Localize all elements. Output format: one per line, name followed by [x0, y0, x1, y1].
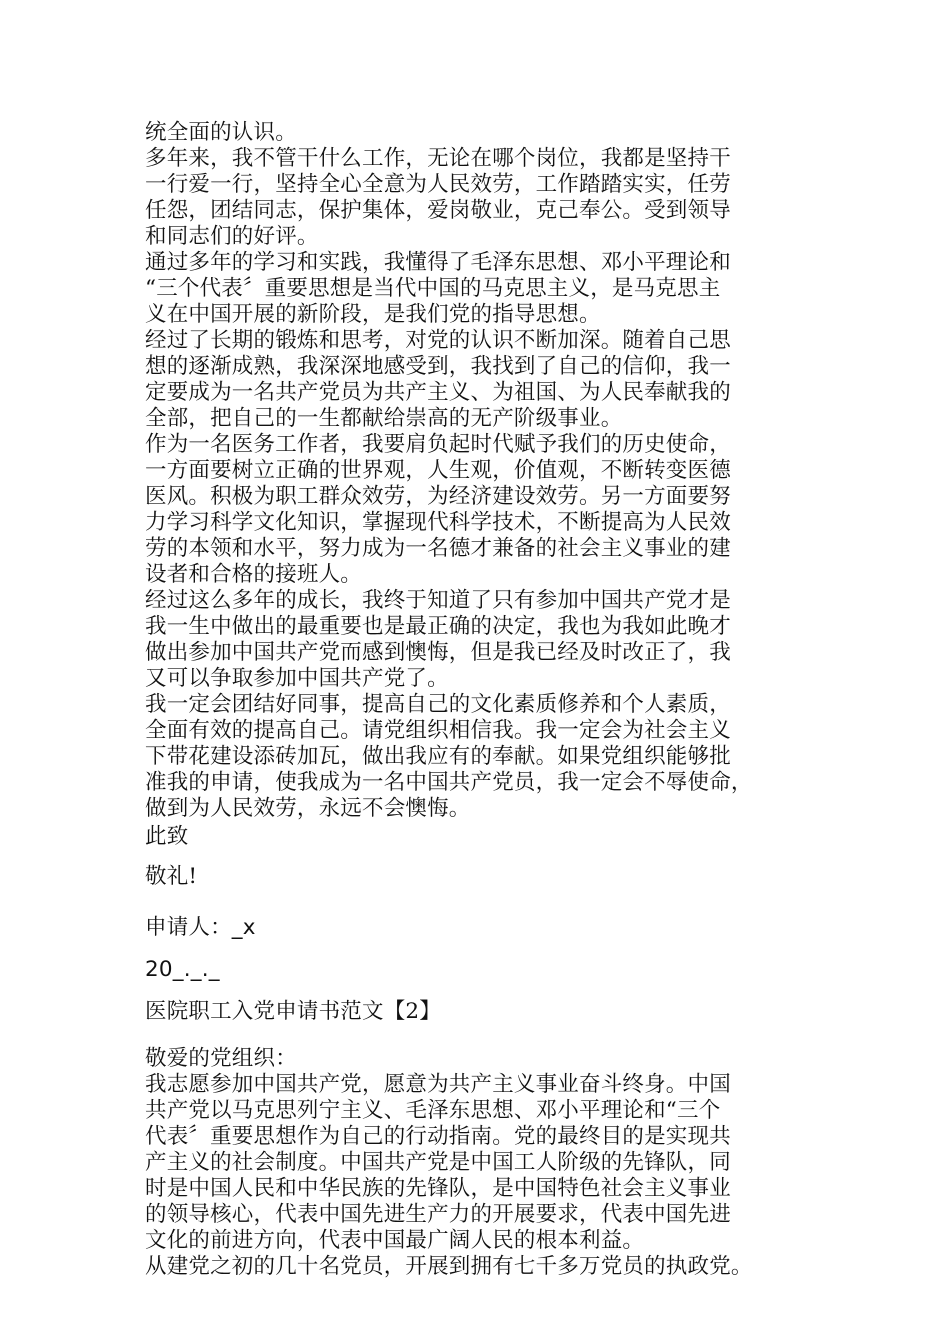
text-line: 经过这么多年的成长，我终于知道了只有参加中国共产党才是 [145, 588, 731, 613]
text-line: 多年来，我不管干什么工作，无论在哪个岗位，我都是坚持干 [145, 146, 731, 171]
text-line: 作为一名医务工作者，我要肩负起时代赋予我们的历史使命， [145, 432, 731, 457]
text-line: 和同志们的好评。 [145, 224, 319, 249]
text-line: 文化的前进方向，代表中国最广阔人民的根本利益。 [145, 1228, 645, 1253]
text-line: 义在中国开展的新阶段，是我们党的指导思想。 [145, 302, 601, 327]
text-line: 设者和合格的接班人。 [145, 562, 363, 587]
text-line: 共产党以马克思列宁主义、毛泽东思想、邓小平理论和“三个 [145, 1098, 721, 1123]
text-line: 又可以争取参加中国共产党了。 [145, 666, 449, 691]
closing-regards: 敬礼! [145, 864, 198, 889]
section-title: 医院职工入党申请书范文【2】 [145, 999, 441, 1024]
applicant-signature: 申请人：_x [145, 915, 256, 940]
text-line: 定要成为一名共产党员为共产主义、为祖国、为人民奉献我的 [145, 380, 731, 405]
greeting: 敬爱的党组织： [145, 1046, 297, 1071]
text-line: 一行爱一行，坚持全心全意为人民效劳，工作踏踏实实，任劳 [145, 172, 731, 197]
text-line: 全部，把自己的一生都献给崇高的无产阶级事业。 [145, 406, 623, 431]
text-line: 想的逐渐成熟，我深深地感受到，我找到了自己的信仰，我一 [145, 354, 731, 379]
text-line: 任怨，团结同志，保护集体，爱岗敬业，克己奉公。受到领导 [145, 198, 731, 223]
text-line: 从建党之初的几十名党员，开展到拥有七千多万党员的执政党。 [145, 1254, 753, 1279]
text-line: 全面有效的提高自己。请党组织相信我。我一定会为社会主义 [145, 718, 731, 743]
text-line: 统全面的认识。 [145, 120, 297, 145]
text-line: 产主义的社会制度。中国共产党是中国工人阶级的先锋队，同 [145, 1150, 731, 1175]
text-line: 一方面要树立正确的世界观，人生观，价值观，不断转变医德 [145, 458, 731, 483]
text-line: 劳的本领和水平，努力成为一名德才兼备的社会主义事业的建 [145, 536, 731, 561]
text-line: 我一定会团结好同事，提高自己的文化素质修养和个人素质， [145, 692, 731, 717]
text-line: 准我的申请，使我成为一名中国共产党员，我一定会不辱使命， [145, 770, 753, 795]
text-line: 做到为人民效劳，永远不会懊悔。 [145, 796, 471, 821]
date-line: 20_._._ [145, 957, 220, 982]
closing-salutation: 此致 [145, 824, 189, 849]
text-line: 通过多年的学习和实践，我懂得了毛泽东思想、邓小平理论和 [145, 250, 731, 275]
text-line: 下带花建设添砖加瓦，做出我应有的奉献。如果党组织能够批 [145, 744, 731, 769]
text-line: 我一生中做出的最重要也是最正确的决定，我也为我如此晚才 [145, 614, 731, 639]
text-line: 力学习科学文化知识，掌握现代科学技术，不断提高为人民效 [145, 510, 731, 535]
text-line: 做出参加中国共产党而感到懊悔，但是我已经及时改正了，我 [145, 640, 731, 665]
text-line: 的领导核心，代表中国先进生产力的开展要求，代表中国先进 [145, 1202, 731, 1227]
text-line: 经过了长期的锻炼和思考，对党的认识不断加深。随着自己思 [145, 328, 731, 353]
text-line: “三个代表〞重要思想是当代中国的马克思主义，是马克思主 [145, 276, 721, 301]
text-line: 时是中国人民和中华民族的先锋队，是中国特色社会主义事业 [145, 1176, 731, 1201]
text-line: 我志愿参加中国共产党，愿意为共产主义事业奋斗终身。中国 [145, 1072, 731, 1097]
text-line: 医风。积极为职工群众效劳，为经济建设效劳。另一方面要努 [145, 484, 731, 509]
text-line: 代表〞重要思想作为自己的行动指南。党的最终目的是实现共 [145, 1124, 731, 1149]
